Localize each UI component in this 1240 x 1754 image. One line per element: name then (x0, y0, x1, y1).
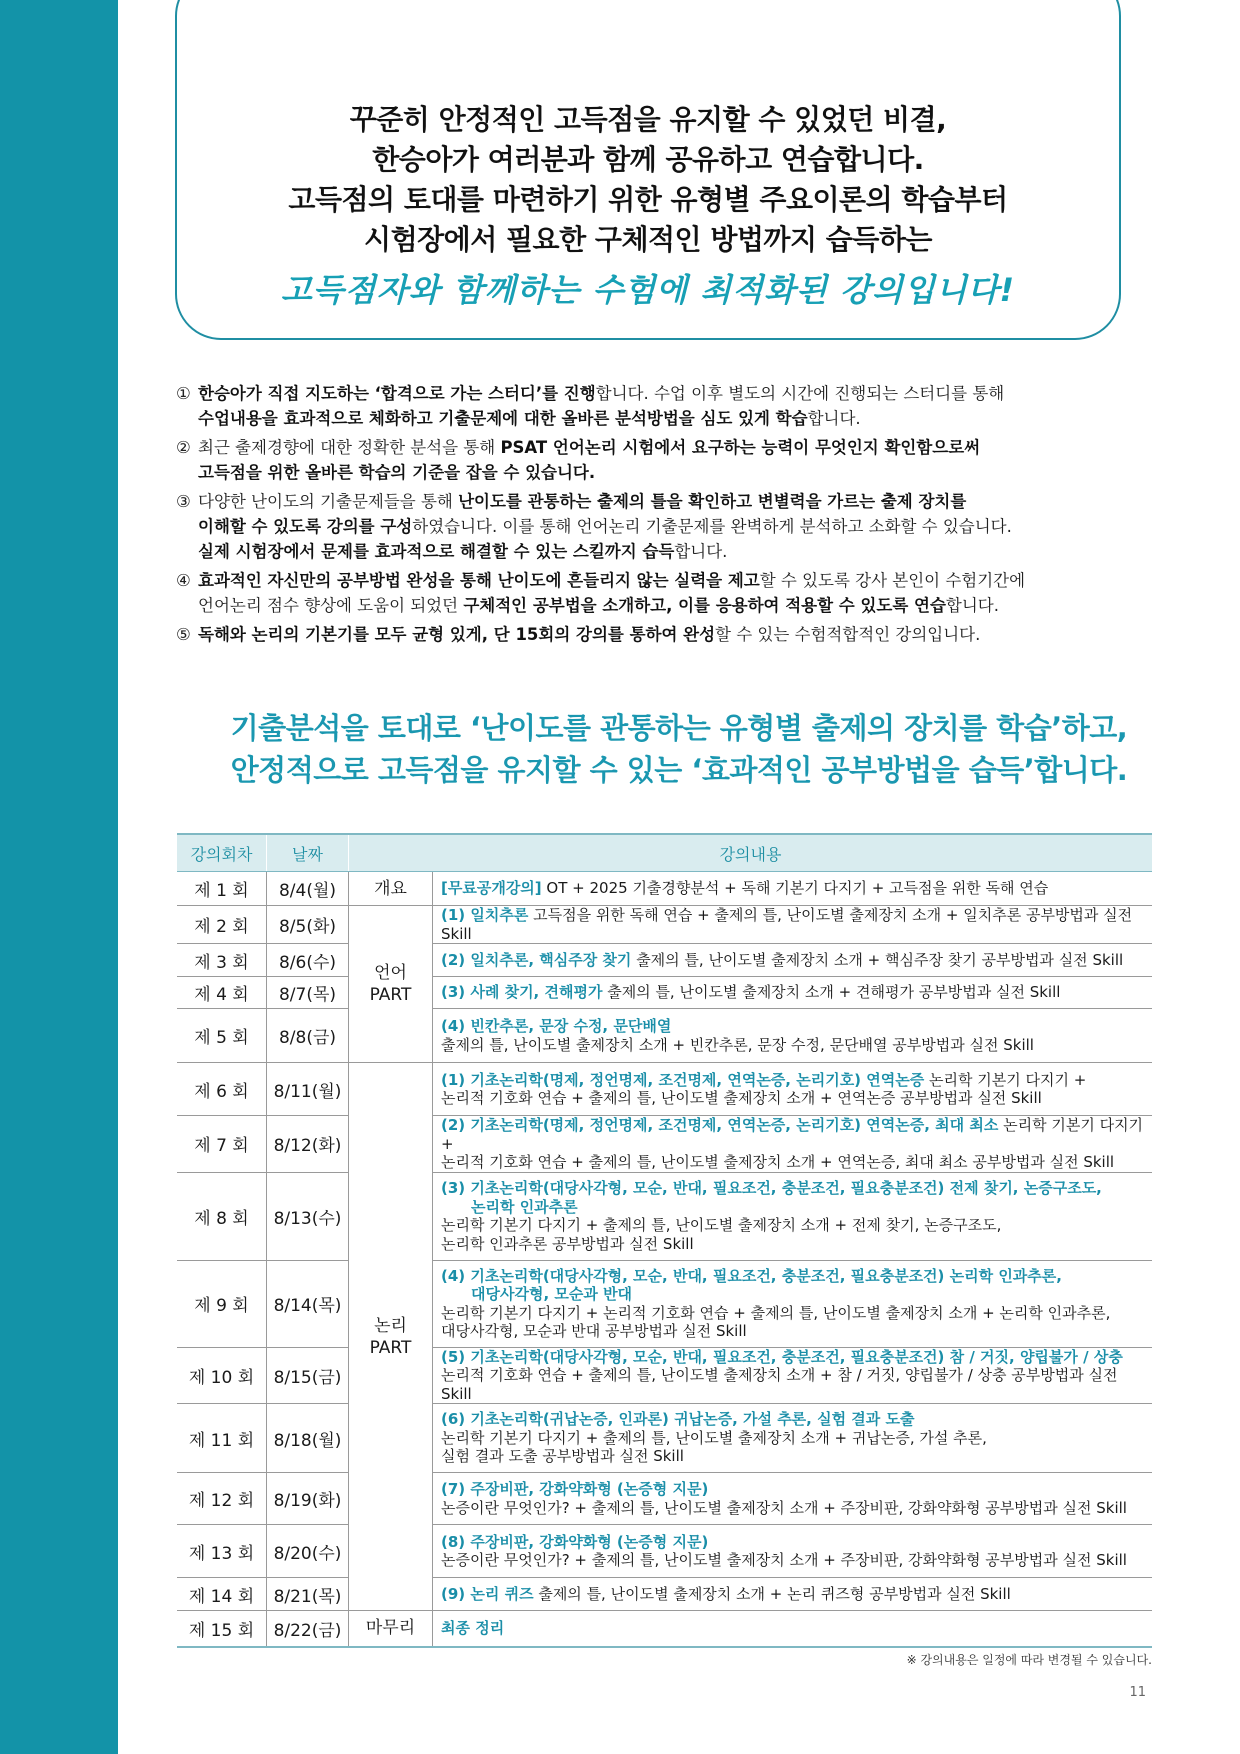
session-cell: 제 3 회 (177, 944, 267, 977)
content-line (441, 1410, 1148, 1429)
feature-point-number: ② (176, 438, 191, 457)
feature-point-text (198, 489, 1116, 564)
session-cell: 제 9 회 (177, 1260, 267, 1347)
emphasis-text: 이해할 수 있도록 강의를 구성 (198, 517, 413, 536)
page-number: 11 (1129, 1685, 1146, 1700)
body-text: 합니다. (674, 542, 728, 561)
content-cell (433, 872, 1153, 906)
feature-point-line (198, 593, 1116, 618)
content-cell (433, 1611, 1153, 1647)
feature-point (176, 381, 1116, 431)
intro-line-1: 꾸준히 안정적인 고득점을 유지할 수 있었던 비결, (349, 103, 947, 136)
content-cell (433, 1063, 1153, 1116)
body-text: 합니다. (807, 409, 861, 428)
content-line (441, 983, 1148, 1002)
content-line (441, 1153, 1148, 1172)
content-line (441, 951, 1148, 970)
feature-point-line (198, 622, 1116, 647)
session-cell: 제 1 회 (177, 872, 267, 906)
date-cell: 8/6(수) (267, 944, 349, 977)
body-text: 다양한 난이도의 기출문제들을 통해 (198, 492, 459, 511)
lecture-topic: (8) 주장비판, 강화약화형 (논증형 지문) (441, 1532, 709, 1551)
content-line (441, 1304, 1148, 1323)
table-row (177, 1525, 1152, 1578)
intro-handwritten-slogan: 고득점자와 함께하는 수험에 최적화된 강의입니다! (280, 271, 1016, 309)
lecture-detail: 대당사각형, 모순과 반대 공부방법과 실전 Skill (441, 1322, 747, 1340)
content-line (441, 1071, 1148, 1090)
lecture-detail: 출제의 틀, 난이도별 출제장치 소개 + 논리 퀴즈형 공부방법과 실전 Skill (533, 1584, 1011, 1603)
lecture-topic: [무료공개강의] (441, 879, 542, 898)
lecture-topic: 최종 정리 (441, 1619, 505, 1637)
lecture-topic: (3) 사례 찾기, 견해평가 (441, 983, 603, 1002)
feature-point-number: ④ (176, 571, 191, 590)
date-cell: 8/8(금) (267, 1009, 349, 1063)
lecture-detail: OT + 2025 기출경향분석 + 독해 기본기 다지기 + 고득점을 위한 독해 연습 (541, 879, 1049, 898)
body-text: 합니다. 수업 이후 별도의 시간에 진행되는 스터디를 통해 (595, 384, 1005, 403)
content-cell (433, 1116, 1153, 1173)
lecture-detail: 논리학 기본기 다지기 + (924, 1070, 1087, 1089)
session-cell: 제 6 회 (177, 1063, 267, 1116)
emphasis-text: 구체적인 공부법을 소개하고, 이를 응용하여 적용할 수 있도록 연습 (463, 596, 946, 615)
content-line (441, 1235, 1148, 1254)
session-cell: 제 15 회 (177, 1611, 267, 1647)
emphasis-text: 독해와 논리의 기본기를 모두 균형 있게, 단 15회의 강의를 통하여 완성 (198, 625, 716, 644)
feature-point (176, 435, 1116, 485)
content-cell (433, 1525, 1153, 1578)
part-cell: 언어 PART (349, 906, 433, 1063)
lecture-detail: 출제의 틀, 난이도별 출제장치 소개 + 빈칸추론, 문장 수정, 문단배열 공부방법과 실전 Skill (441, 1035, 1034, 1054)
content-line (441, 1551, 1148, 1570)
content-line (441, 1533, 1148, 1552)
content-line (441, 1447, 1148, 1466)
schedule-change-note: ※ 강의내용은 일정에 따라 변경될 수 있습니다. (906, 1653, 1152, 1667)
emphasis-text: 고득점을 위한 올바른 학습의 기준을 잡을 수 있습니다. (198, 463, 596, 482)
date-cell: 8/15(금) (267, 1347, 349, 1404)
date-cell: 8/21(목) (267, 1578, 349, 1611)
feature-point-text (198, 622, 1116, 647)
feature-point (176, 489, 1116, 564)
table-row (177, 1404, 1152, 1473)
content-line (441, 1585, 1148, 1604)
feature-point-line (198, 489, 1116, 514)
table-row (177, 1260, 1152, 1347)
lecture-detail: 논리학 인과추론 공부방법과 실전 Skill (441, 1234, 694, 1253)
content-line (441, 1267, 1148, 1286)
body-text: 합니다. (945, 596, 999, 615)
date-cell: 8/18(월) (267, 1404, 349, 1473)
content-line (441, 1285, 1148, 1304)
table-row (177, 1611, 1152, 1647)
lecture-detail: 논리학 기본기 다지기 + 출제의 틀, 난이도별 출제장치 소개 + 귀납논증, 가설 추론, (441, 1428, 987, 1447)
table-header-row (177, 834, 1152, 872)
feature-point (176, 568, 1116, 618)
date-cell: 8/5(화) (267, 906, 349, 944)
feature-point (176, 622, 1116, 647)
session-cell: 제 13 회 (177, 1525, 267, 1578)
body-text: 하였습니다. 이를 통해 언어논리 기출문제를 완벽하게 분석하고 소화할 수 있습니다. (412, 517, 1012, 536)
content-line (441, 1017, 1148, 1036)
session-cell: 제 10 회 (177, 1347, 267, 1404)
lecture-detail: 논리학 기본기 다지기 + 출제의 틀, 난이도별 출제장치 소개 + 전제 찾기, 논증구조도, (441, 1216, 1002, 1234)
content-line (441, 1216, 1148, 1235)
content-line (441, 1480, 1148, 1499)
table-row (177, 1578, 1152, 1611)
section-headline (118, 707, 1240, 791)
content-line (441, 1089, 1148, 1108)
date-cell: 8/4(월) (267, 872, 349, 906)
content-line (441, 1619, 1148, 1638)
lecture-detail: 실험 결과 도출 공부방법과 실전 Skill (441, 1447, 684, 1466)
header-date: 날짜 (267, 834, 349, 872)
lecture-topic: (2) 기초논리학(명제, 정언명제, 조건명제, 연역논증, 논리기호) 연역논증, 최대 최소 (441, 1116, 999, 1134)
content-cell (433, 906, 1153, 944)
table-row (177, 1172, 1152, 1260)
session-cell: 제 14 회 (177, 1578, 267, 1611)
content-line (441, 1429, 1148, 1448)
lecture-topic: (3) 기초논리학(대당사각형, 모순, 반대, 필요조건, 충분조건, 필요충분조건) 전제 찾기, 논증구조도, (441, 1179, 1102, 1197)
intro-line-2: 한승아가 여러분과 함께 공유하고 연습합니다. (372, 143, 924, 176)
content-line (441, 1116, 1148, 1153)
content-line (441, 1179, 1148, 1198)
feature-point-text (198, 568, 1116, 618)
lecture-detail: 논증이란 무엇인가? + 출제의 틀, 난이도별 출제장치 소개 + 주장비판, 강화약화형 공부방법과 실전 Skill (441, 1551, 1127, 1569)
intro-line-4: 시험장에서 필요한 구체적인 방법까지 습득하는 (364, 223, 932, 256)
date-cell: 8/19(화) (267, 1473, 349, 1525)
table-row (177, 1009, 1152, 1063)
date-cell: 8/22(금) (267, 1611, 349, 1647)
content-line (441, 1322, 1148, 1341)
table-row (177, 1347, 1152, 1404)
session-cell: 제 12 회 (177, 1473, 267, 1525)
content-cell (433, 1473, 1153, 1525)
feature-point-line (198, 406, 1116, 431)
date-cell: 8/7(목) (267, 977, 349, 1009)
left-sidebar-band (0, 0, 118, 1754)
content-cell (433, 1347, 1153, 1404)
table-row (177, 977, 1152, 1009)
lecture-topic: (2) 일치추론, 핵심주장 찾기 (441, 950, 632, 969)
session-cell: 제 8 회 (177, 1172, 267, 1260)
lecture-topic: (4) 빈칸추론, 문장 수정, 문단배열 (441, 1017, 672, 1035)
feature-points-list (176, 381, 1116, 651)
content-cell (433, 1172, 1153, 1260)
intro-line-3: 고득점의 토대를 마련하기 위한 유형별 주요이론의 학습부터 (288, 183, 1008, 216)
session-cell: 제 5 회 (177, 1009, 267, 1063)
table-row (177, 1116, 1152, 1173)
body-text: 할 수 있는 수험적합적인 강의입니다. (715, 625, 981, 644)
content-line (441, 1366, 1148, 1403)
feature-point-line (198, 568, 1116, 593)
session-cell: 제 7 회 (177, 1116, 267, 1173)
session-cell: 제 11 회 (177, 1404, 267, 1473)
feature-point-line (198, 514, 1116, 539)
lecture-topic: (9) 논리 퀴즈 (441, 1584, 534, 1603)
header-session: 강의회차 (177, 834, 267, 872)
lecture-topic: (5) 기초논리학(대당사각형, 모순, 반대, 필요조건, 충분조건, 필요충분조건) 참 / 거짓, 양립불가 / 상충 (441, 1347, 1123, 1366)
content-line (441, 1198, 1148, 1217)
body-text: 언어논리 점수 향상에 도움이 되었던 (198, 596, 464, 615)
feature-point-line (198, 460, 1116, 485)
lecture-topic: (7) 주장비판, 강화약화형 (논증형 지문) (441, 1480, 709, 1498)
table-row (177, 1063, 1152, 1116)
emphasis-text: PSAT 언어논리 시험에서 요구하는 능력이 무엇인지 확인함으로써 (500, 438, 981, 457)
table-row (177, 906, 1152, 944)
content-line (441, 1348, 1148, 1367)
feature-point-text (198, 435, 1116, 485)
session-cell: 제 4 회 (177, 977, 267, 1009)
content-cell (433, 977, 1153, 1009)
part-cell: 개요 (349, 872, 433, 906)
lecture-detail: 출제의 틀, 난이도별 출제장치 소개 + 핵심주장 찾기 공부방법과 실전 Skill (631, 950, 1124, 969)
lecture-topic: 대당사각형, 모순과 반대 (471, 1285, 633, 1303)
lecture-topic: (6) 기초논리학(귀납논증, 인과론) 귀납논증, 가설 추론, 실험 결과 도출 (441, 1410, 915, 1429)
content-cell (433, 1260, 1153, 1347)
lecture-detail: 고득점을 위한 독해 연습 + 출제의 틀, 난이도별 출제장치 소개 + 일치추론 공부방법과 실전 Skill (441, 906, 1133, 943)
date-cell: 8/14(목) (267, 1260, 349, 1347)
date-cell: 8/20(수) (267, 1525, 349, 1578)
headline-line-1: 기출분석을 토대로 ‘난이도를 관통하는 유형별 출제의 장치를 학습’하고, (230, 711, 1128, 745)
lecture-topic: (1) 기초논리학(명제, 정언명제, 조건명제, 연역논증, 논리기호) 연역논증 (441, 1070, 925, 1089)
date-cell: 8/11(월) (267, 1063, 349, 1116)
feature-point-text (198, 381, 1116, 431)
feature-point-line (198, 381, 1116, 406)
part-cell: 논리 PART (349, 1063, 433, 1611)
session-cell: 제 2 회 (177, 906, 267, 944)
emphasis-text: 효과적인 자신만의 공부방법 완성을 통해 난이도에 흔들리지 않는 실력을 제고 (198, 571, 760, 590)
body-text: 최근 출제경향에 대한 정확한 분석을 통해 (198, 438, 501, 457)
content-line (441, 879, 1148, 898)
date-cell: 8/13(수) (267, 1172, 349, 1260)
content-line (441, 1036, 1148, 1055)
table-row (177, 944, 1152, 977)
content-line (441, 1499, 1148, 1518)
feature-point-number: ① (176, 384, 191, 403)
header-content: 강의내용 (349, 834, 1153, 872)
lecture-detail: 출제의 틀, 난이도별 출제장치 소개 + 견해평가 공부방법과 실전 Skill (602, 983, 1061, 1002)
lecture-topic: 논리학 인과추론 (471, 1197, 578, 1216)
lecture-topic: (1) 일치추론 (441, 906, 529, 924)
emphasis-text: 실제 시험장에서 문제를 효과적으로 해결할 수 있는 스킬까지 습득 (198, 542, 675, 561)
content-cell (433, 1009, 1153, 1063)
content-line (441, 906, 1148, 943)
content-cell (433, 1404, 1153, 1473)
lecture-detail: 논리적 기호화 연습 + 출제의 틀, 난이도별 출제장치 소개 + 연역논증 공부방법과 실전 Skill (441, 1089, 1042, 1107)
schedule-table (177, 833, 1152, 1648)
feature-point-line (198, 539, 1116, 564)
body-text: 할 수 있도록 강사 본인이 수험기간에 (759, 571, 1026, 590)
lecture-detail: 논리적 기호화 연습 + 출제의 틀, 난이도별 출제장치 소개 + 참 / 거짓, 양립불가 / 상충 공부방법과 실전 Skill (441, 1366, 1118, 1403)
emphasis-text: 수업내용을 효과적으로 체화하고 기출문제에 대한 올바른 분석방법을 심도 있게 학습 (198, 409, 808, 428)
intro-text (175, 100, 1121, 316)
feature-point-line (198, 435, 1116, 460)
date-cell: 8/12(화) (267, 1116, 349, 1173)
feature-point-number: ⑤ (176, 625, 191, 644)
emphasis-text: 한승아가 직접 지도하는 ‘합격으로 가는 스터디’를 진행 (198, 384, 596, 403)
lecture-detail: 논리학 기본기 다지기 + (441, 1116, 1144, 1153)
table-row (177, 1473, 1152, 1525)
feature-point-number: ③ (176, 492, 191, 511)
part-cell: 마무리 (349, 1611, 433, 1647)
lecture-topic: (4) 기초논리학(대당사각형, 모순, 반대, 필요조건, 충분조건, 필요충분조건) 논리학 인과추론, (441, 1266, 1062, 1285)
content-cell (433, 1578, 1153, 1611)
content-cell (433, 944, 1153, 977)
lecture-detail: 논리적 기호화 연습 + 출제의 틀, 난이도별 출제장치 소개 + 연역논증, 최대 최소 공부방법과 실전 Skill (441, 1153, 1115, 1171)
lecture-detail: 논증이란 무엇인가? + 출제의 틀, 난이도별 출제장치 소개 + 주장비판, 강화약화형 공부방법과 실전 Skill (441, 1498, 1127, 1517)
emphasis-text: 난이도를 관통하는 출제의 틀을 확인하고 변별력을 가르는 출제 장치를 (458, 492, 967, 511)
table-row (177, 872, 1152, 906)
headline-line-2: 안정적으로 고득점을 유지할 수 있는 ‘효과적인 공부방법을 습득’합니다. (230, 753, 1128, 787)
lecture-detail: 논리학 기본기 다지기 + 논리적 기호화 연습 + 출제의 틀, 난이도별 출제장치 소개 + 논리학 인과추론, (441, 1303, 1111, 1322)
